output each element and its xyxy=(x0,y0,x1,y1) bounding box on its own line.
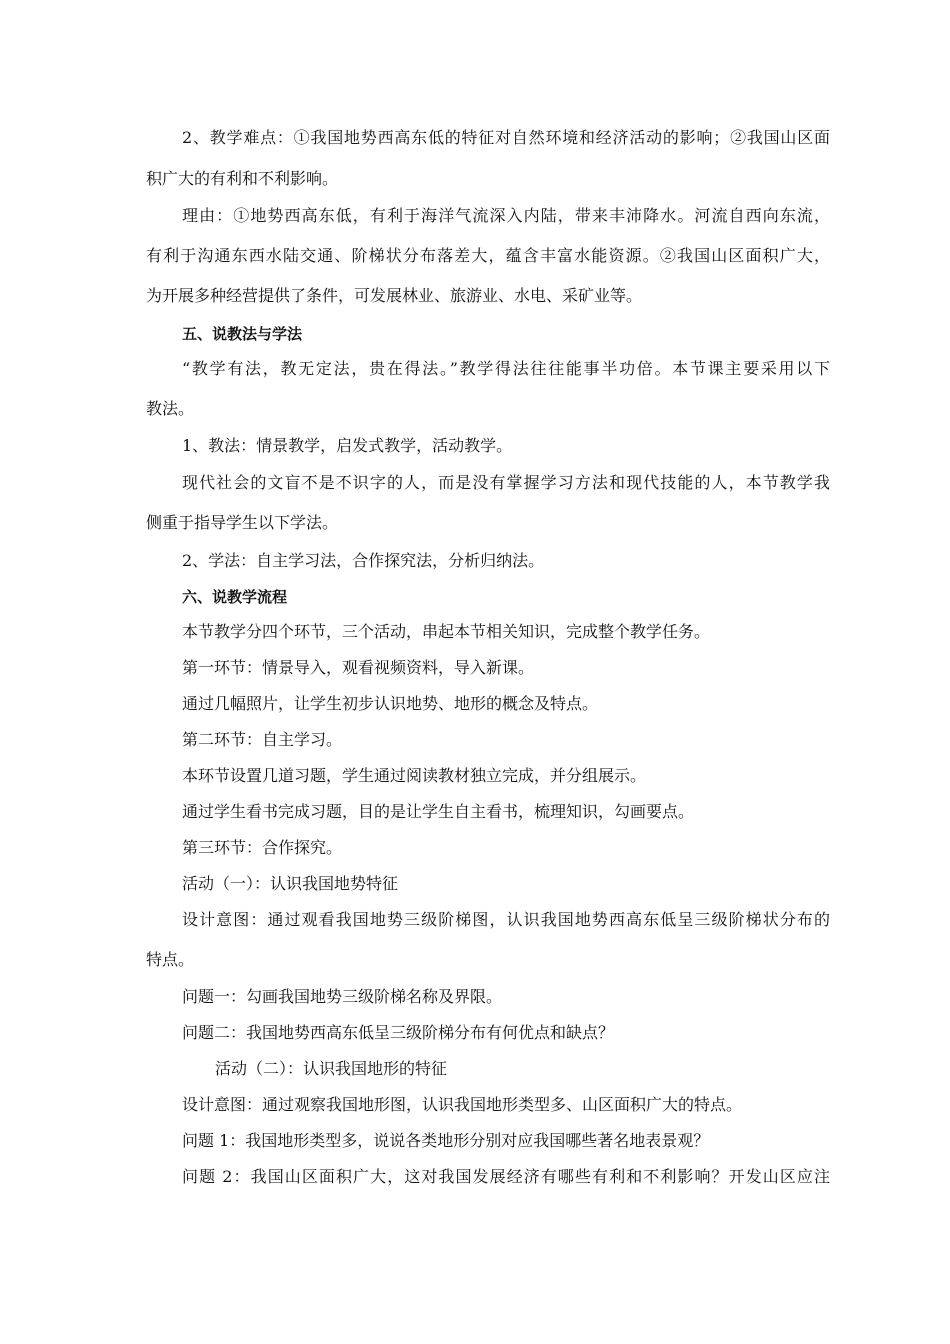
paragraph-26: 活动（二）：认识我国地形的特征 xyxy=(215,1059,448,1078)
paragraph-28: 问题 1：我国地形类型多，说说各类地形分别对应我国哪些著名地表景观？ xyxy=(182,1131,710,1150)
paragraph-21: 活动（一）：认识我国地势特征 xyxy=(182,874,399,893)
paragraph-18: 本环节设置几道习题，学生通过阅读教材独立完成，并分组展示。 xyxy=(182,766,647,785)
paragraph-15: 第一环节：情景导入，观看视频资料，导入新课。 xyxy=(182,658,535,677)
paragraph-19: 通过学生看书完成习题，目的是让学生自主看书，梳理知识，勾画要点。 xyxy=(182,802,695,821)
paragraph-1: 2、教学难点：①我国地势西高东低的特征对自然环境和经济活动的影响；②我国山区面 xyxy=(182,128,830,147)
paragraph-8: 教法。 xyxy=(146,399,195,418)
paragraph-12: 2、学法：自主学习法，合作探究法，分析归纳法。 xyxy=(182,551,545,570)
paragraph-2: 积广大的有利和不利影响。 xyxy=(146,169,339,188)
paragraph-4: 有利于沟通东西水陆交通、阶梯状分布落差大，蕴含丰富水能资源。②我国山区面积广大， xyxy=(146,246,830,265)
paragraph-22: 设计意图：通过观看我国地势三级阶梯图，认识我国地势西高东低呈三级阶梯状分布的 xyxy=(182,910,830,929)
paragraph-20: 第三环节：合作探究。 xyxy=(182,838,343,857)
paragraph-10: 现代社会的文盲不是不识字的人，而是没有掌握学习方法和现代技能的人，本节教学我 xyxy=(182,473,830,492)
section-heading-6: 六、说教学流程 xyxy=(182,588,288,606)
paragraph-23: 特点。 xyxy=(146,950,195,969)
paragraph-14: 本节教学分四个环节，三个活动，串起本节相关知识，完成整个教学任务。 xyxy=(182,622,711,641)
paragraph-29: 问题 2：我国山区面积广大，这对我国发展经济有哪些有利和不利影响？开发山区应注 xyxy=(182,1167,830,1186)
paragraph-17: 第二环节：自主学习。 xyxy=(182,730,343,749)
paragraph-24: 问题一：勾画我国地势三级阶梯名称及界限。 xyxy=(182,987,503,1006)
paragraph-3: 理由：①地势西高东低，有利于海洋气流深入内陆，带来丰沛降水。河流自西向东流， xyxy=(182,206,830,225)
paragraph-5: 为开展多种经营提供了条件，可发展林业、旅游业、水电、采矿业等。 xyxy=(146,286,643,305)
paragraph-25: 问题二：我国地势西高东低呈三级阶梯分布有何优点和缺点？ xyxy=(182,1023,615,1042)
paragraph-16: 通过几幅照片，让学生初步认识地势、地形的概念及特点。 xyxy=(182,694,599,713)
section-heading-5: 五、说教法与学法 xyxy=(182,325,303,343)
paragraph-27: 设计意图：通过观察我国地形图，认识我国地形类型多、山区面积广大的特点。 xyxy=(182,1095,743,1114)
paragraph-7: “教学有法，教无定法，贵在得法。”教学得法往往能事半功倍。本节课主要采用以下 xyxy=(182,359,830,378)
paragraph-9: 1、教法：情景教学，启发式教学，活动教学。 xyxy=(182,436,513,455)
paragraph-11: 侧重于指导学生以下学法。 xyxy=(146,513,339,532)
